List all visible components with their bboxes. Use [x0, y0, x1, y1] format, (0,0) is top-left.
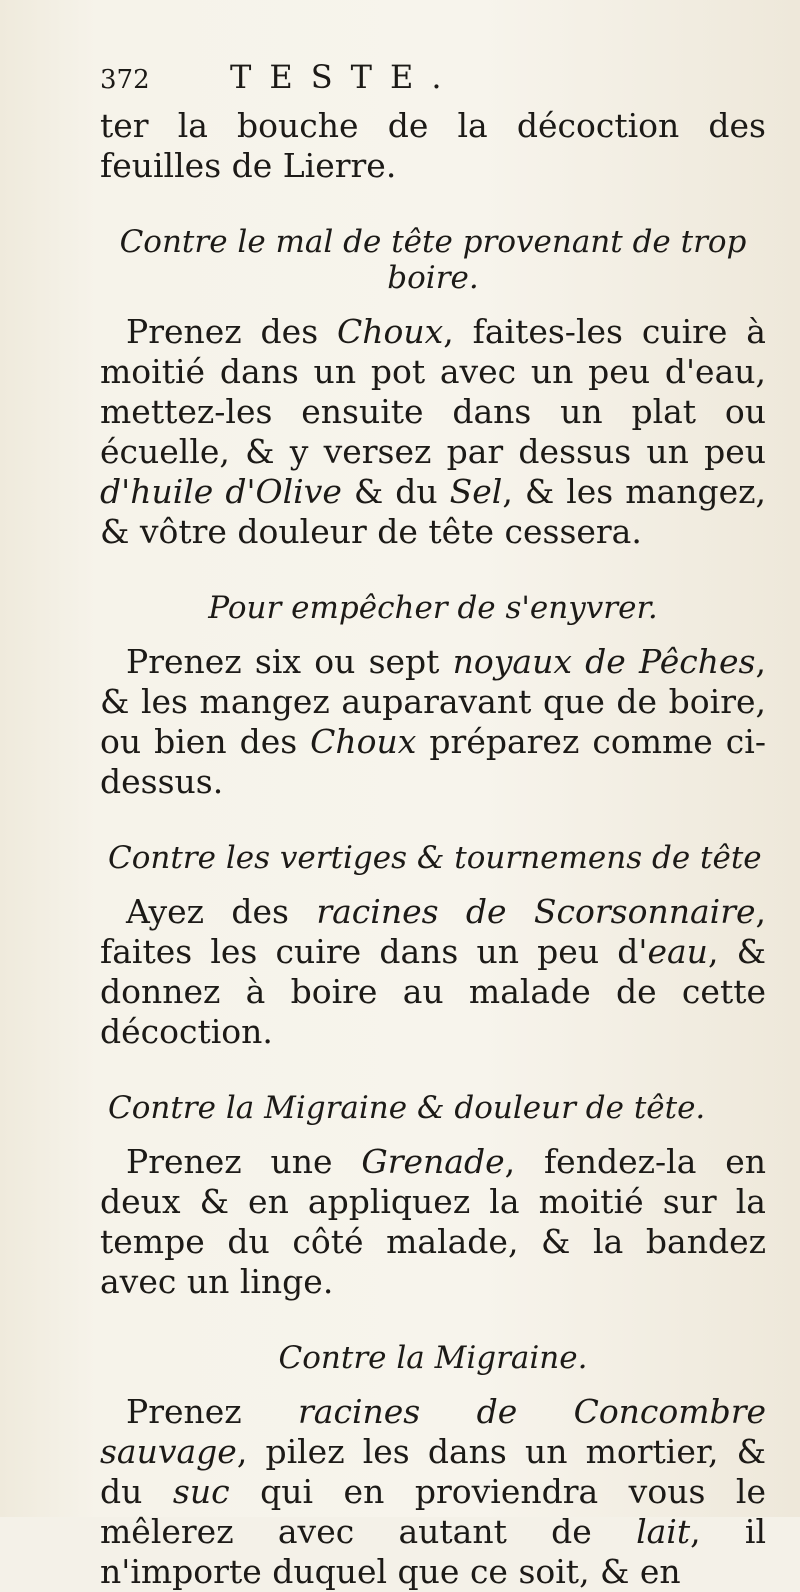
section-heading-4: Contre la Migraine & douleur de tête.	[108, 1090, 706, 1126]
text-run: Prenez des	[126, 312, 338, 351]
text-run: Prenez	[126, 1392, 299, 1431]
text-run: qui en proviendra vous le mêlerez avec autant de	[100, 1472, 766, 1551]
text-run: , faites les cuire dans un peu d'	[100, 892, 766, 971]
italic-run: racines de Concombre sauvage	[100, 1392, 767, 1471]
italic-run: Choux	[337, 312, 444, 351]
continuation-paragraph: ter la bouche de la décoction des feuilles de Lierre.	[100, 106, 766, 185]
text-run: , & les mangez, & vôtre douleur de tête cessera.	[100, 472, 766, 551]
section-paragraph-1	[100, 312, 766, 552]
section-heading-3: Contre les vertiges & tournemens de tête	[108, 840, 762, 876]
italic-run: eau	[647, 932, 708, 971]
text-run: , fendez-la en deux & en appliquez la moitié sur la tempe du côté malade, & la bandez avec un linge.	[100, 1142, 766, 1301]
text-run: Ayez des	[126, 892, 317, 931]
section-paragraph-5	[100, 1392, 766, 1592]
section-heading-1: Contre le mal de tête provenant de trop boire.	[119, 224, 747, 296]
running-title: TESTE.	[230, 58, 460, 96]
section-paragraph-4	[100, 1142, 766, 1302]
italic-run: suc	[172, 1472, 230, 1511]
italic-run: lait	[636, 1512, 691, 1551]
italic-run: noyaux de Pêches	[452, 642, 756, 681]
italic-run: Choux	[310, 722, 417, 761]
page-number: 372	[100, 65, 150, 95]
section-paragraph-3	[100, 892, 766, 1052]
text-run: & du	[341, 472, 450, 511]
italic-run: d'huile d'Olive	[100, 472, 342, 511]
section-heading-5: Contre la Migraine.	[278, 1340, 588, 1376]
italic-run: racines de Scorsonnaire	[316, 892, 756, 931]
text-run: , pilez les dans un mortier, & du	[100, 1432, 766, 1511]
running-head	[100, 58, 766, 106]
text-run: Prenez six ou sept	[126, 642, 453, 681]
section-heading-2: Pour empêcher de s'enyvrer.	[208, 590, 658, 626]
text-run: , & les mangez auparavant que de boire, ou bien des	[100, 642, 766, 761]
italic-run: Grenade	[361, 1142, 505, 1181]
text-run: , faites-les cuire à moitié dans un pot avec un peu d'eau, mettez-les ensuite dans un plat ou écuelle, & y versez par dessus un peu	[100, 312, 766, 471]
text-run: , & donnez à boire au malade de cette décoction.	[100, 932, 766, 1051]
text-run: , il n'importe duquel que ce soit, & en	[100, 1512, 767, 1591]
text-run: Prenez une	[126, 1142, 362, 1181]
text-run: préparez comme ci-dessus.	[100, 722, 766, 801]
italic-run: Sel	[449, 472, 503, 511]
section-paragraph-2	[100, 642, 766, 802]
